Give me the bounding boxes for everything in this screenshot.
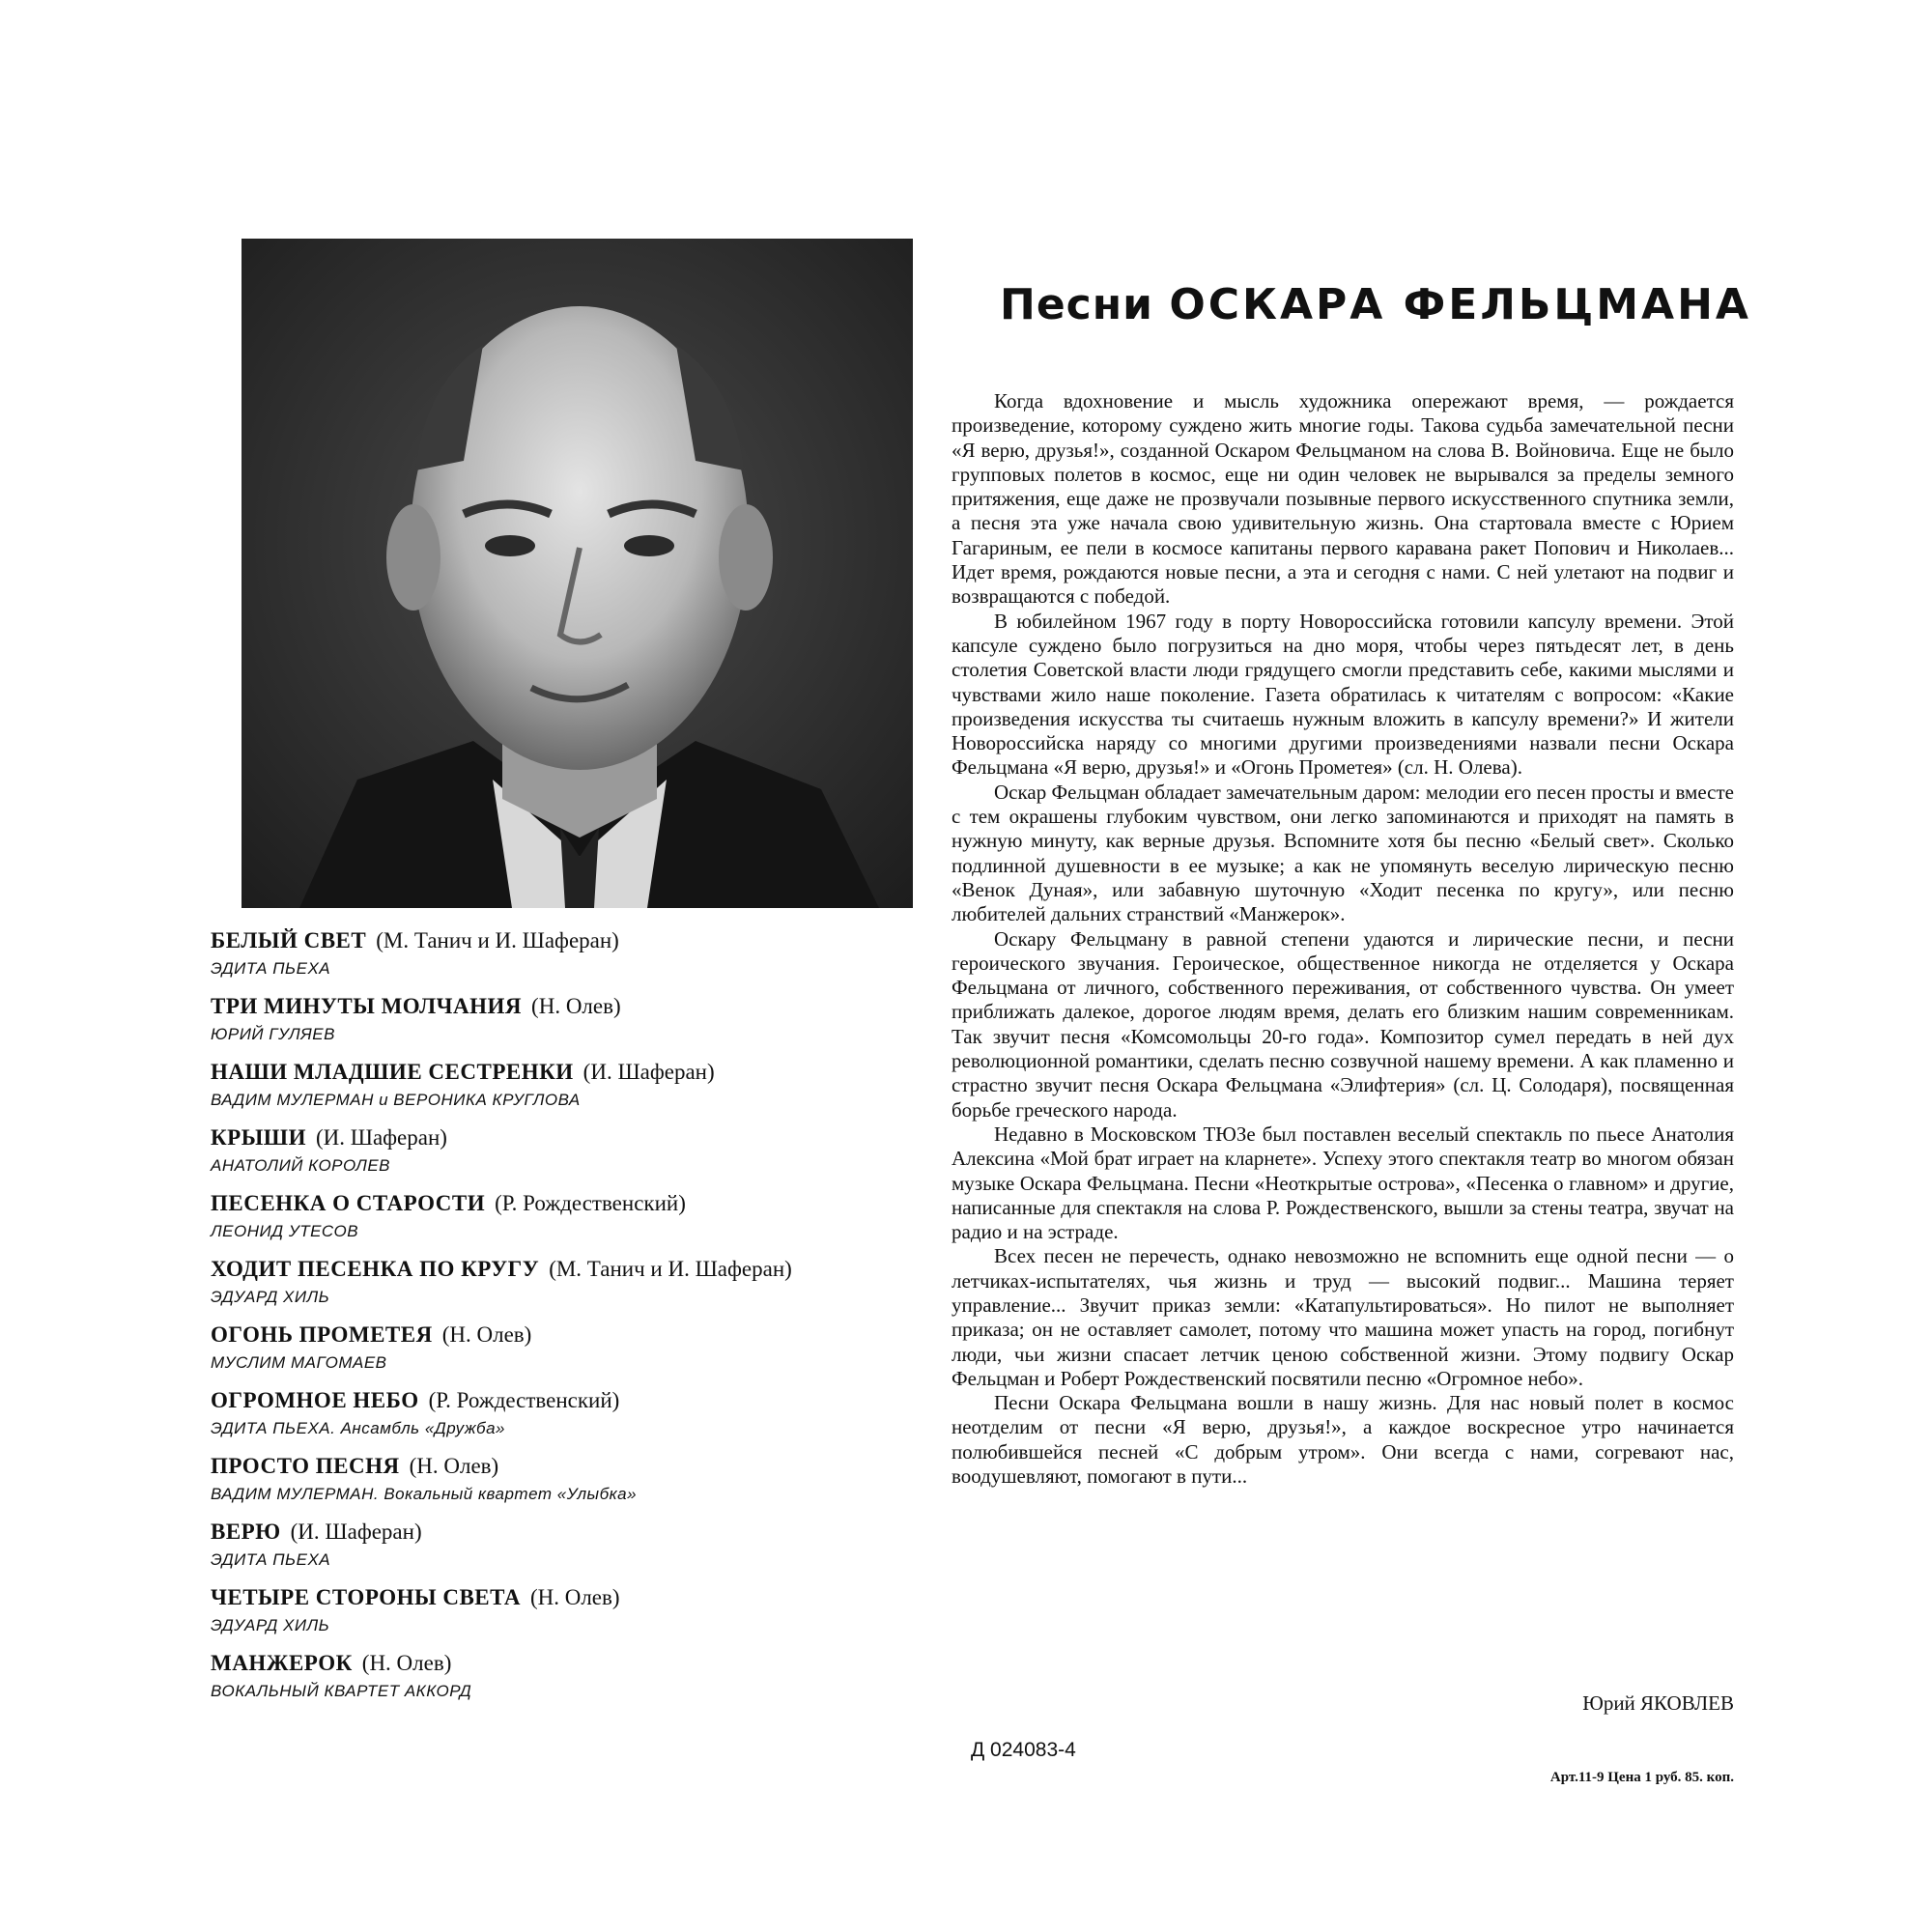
track-title: НАШИ МЛАДШИЕ СЕСТРЕНКИ [211,1060,574,1084]
track-authors: (Н. Олев) [531,994,621,1018]
article-paragraph: Недавно в Московском ТЮЗе был поставлен веселый спектакль по пьесе Анатолия Алексина «Мой брат играет на кларнете». Успеху этого спектакля театр во многом обязан музыке Оскара Фельцмана. Песни «Неоткрытые острова», «Песенка о главном» и другие, написанные для спектакля на слова Р. Рождественского, вышли за стены театра, звучат на радио и на эстраде. [952,1122,1734,1244]
track-item [211,1190,887,1242]
track-item [211,1584,887,1636]
track-item [211,993,887,1045]
track-authors: (Н. Олев) [529,1585,620,1609]
portrait-photo [242,239,913,908]
title-composer-name: ОСКАРА ФЕЛЬЦМАНА [1169,280,1751,329]
track-authors: (И. Шаферан) [290,1520,422,1544]
track-title: ХОДИТ ПЕСЕНКА ПО КРУГУ [211,1257,540,1281]
author-signature: Юрий ЯКОВЛЕВ [1582,1691,1734,1715]
article-paragraph: Оскар Фельцман обладает замечательным даром: мелодии его песен просты и вместе с тем окрашены глубоким чувством, они легко запоминаются и приходят на память в нужную минуту, как верные друзья. Вспомните хотя бы песню «Белый свет». Сколько подлинной душевности в ее музыке; а как не упомянуть веселую лирическую песню «Венок Дуная», или забавную шуточную «Ходит песенка по кругу», или песню любителей дальних странствий «Манжерок». [952,780,1734,926]
track-artist: ЭДУАРД ХИЛЬ [211,1616,330,1634]
track-authors: (Н. Олев) [441,1322,532,1347]
track-artist: ВАДИМ МУЛЕРМАН и ВЕРОНИКА КРУГЛОВА [211,1091,581,1109]
track-authors: (М. Танич и И. Шаферан) [549,1257,792,1281]
title-prefix: Песни [1000,280,1153,329]
price-line: Арт.11-9 Цена 1 руб. 85. коп. [1549,1770,1734,1785]
track-title: ПРОСТО ПЕСНЯ [211,1454,400,1478]
track-artist: ЭДУАРД ХИЛЬ [211,1288,330,1306]
track-authors: (Р. Рождественский) [428,1388,620,1412]
track-authors: (Р. Рождественский) [495,1191,686,1215]
track-title: БЕЛЫЙ СВЕТ [211,928,367,952]
composer-portrait [242,239,913,908]
track-title: ПЕСЕНКА О СТАРОСТИ [211,1191,486,1215]
track-item [211,927,887,980]
track-item [211,1256,887,1308]
article-paragraph: Всех песен не перечесть, однако невозможно не вспомнить еще одной песни — о летчиках-испытателях, чья жизнь и труд — высокий подвиг... Машина теряет управление... Звучит приказ земли: «Катапультироваться». Но пилот не выполняет приказа; он не оставляет самолет, потому что машина может упасть на город, погибнут люди, чьи жизни спасает летчик ценою собственной жизни. Этому подвигу Оскар Фельцман и Роберт Рождественский посвятили песню «Огромное небо». [952,1244,1734,1390]
track-artist: ЮРИЙ ГУЛЯЕВ [211,1025,335,1043]
track-item [211,1387,887,1439]
track-title: КРЫШИ [211,1125,306,1150]
track-title: МАНЖЕРОК [211,1651,353,1675]
track-artist: ЭДИТА ПЬЕХА [211,959,331,978]
catalog-number: Д 024083-4 [971,1739,1076,1761]
track-title: ЧЕТЫРЕ СТОРОНЫ СВЕТА [211,1585,521,1609]
track-list [211,927,887,1716]
track-item [211,1059,887,1111]
track-artist: ВОКАЛЬНЫЙ КВАРТЕТ АККОРД [211,1682,472,1700]
track-artist: ЭДИТА ПЬЕХА. Ансамбль «Дружба» [211,1419,505,1437]
track-authors: (И. Шаферан) [582,1060,715,1084]
article-paragraph: Оскару Фельцману в равной степени удаются и лирические песни, и песни героического звучания. Героическое, общественное никогда не отделяется у Оскара Фельцмана от личного, собственного переживания, от собственного чувства. Он умеет приближать далекое, дорогое людям время, делать его близким нашим современникам. Так звучит песня «Комсомольцы 20-го года». Композитор сумел передать в ней дух революционной романтики, сделать песню созвучной нашему времени. А как пламенно и страстно звучит песня Оскара Фельцмана «Элифтерия» (сл. Ц. Солодаря), посвященная борьбе греческого народа. [952,926,1734,1122]
track-title: ОГРОМНОЕ НЕБО [211,1388,419,1412]
track-authors: (Н. Олев) [409,1454,499,1478]
page-title [1000,280,1751,329]
track-artist: ВАДИМ МУЛЕРМАН. Вокальный квартет «Улыбка» [211,1485,638,1503]
article-paragraph: В юбилейном 1967 году в порту Новороссийска готовили капсулу времени. Этой капсуле суждено было погрузиться на дно моря, чтобы через пятьдесят лет, в день столетия Советской власти люди грядущего смогли представить себе, какими мыслями и чувствами жило наше поколение. Газета обратилась к читателям с вопросом: «Какие произведения искусства ты считаешь нужным вложить в капсулу времени?» И жители Новороссийска наряду со многими другими произведениями назвали песни Оскара Фельцмана «Я верю, друзья!» и «Огонь Прометея» (сл. Н. Олева). [952,609,1734,780]
track-artist: ЭДИТА ПЬЕХА [211,1550,331,1569]
track-item [211,1321,887,1374]
track-authors: (М. Танич и И. Шаферан) [376,928,619,952]
track-artist: МУСЛИМ МАГОМАЕВ [211,1353,387,1372]
track-artist: ЛЕОНИД УТЕСОВ [211,1222,359,1240]
track-item [211,1124,887,1177]
track-title: ОГОНЬ ПРОМЕТЕЯ [211,1322,433,1347]
track-item [211,1650,887,1702]
track-authors: (Н. Олев) [361,1651,452,1675]
article-paragraph: Когда вдохновение и мысль художника опережают время, — рождается произведение, которому суждено жить многие годы. Такова судьба замечательной песни «Я верю, друзья!», созданной Оскаром Фельцманом на слова В. Войновича. Еще не было групповых полетов в космос, еще ни один человек не вырывался за пределы земного притяжения, еще даже не прозвучали позывные первого искусственного спутника земли, а песня эта уже начала свою удивительную жизнь. Она стартовала вместе с Юрием Гагариным, ее пели в космосе капитаны первого каравана ракет Попович и Николаев... Идет время, рождаются новые песни, а эта и сегодня с нами. С ней улетают на подвиг и возвращаются с победой. [952,389,1734,609]
track-authors: (И. Шаферан) [315,1125,447,1150]
liner-notes [952,389,1734,1489]
track-title: ТРИ МИНУТЫ МОЛЧАНИЯ [211,994,523,1018]
track-item [211,1453,887,1505]
article-paragraph: Песни Оскара Фельцмана вошли в нашу жизнь. Для нас новый полет в космос неотделим от песни «Я верю, друзья!», а каждое воскресное утро начинается полюбившейся песней «С добрым утром». Они всегда с нами, согревают нас, воодушевляют, помогают в пути... [952,1391,1734,1489]
track-artist: АНАТОЛИЙ КОРОЛЕВ [211,1156,391,1175]
track-item [211,1519,887,1571]
track-title: ВЕРЮ [211,1520,281,1544]
